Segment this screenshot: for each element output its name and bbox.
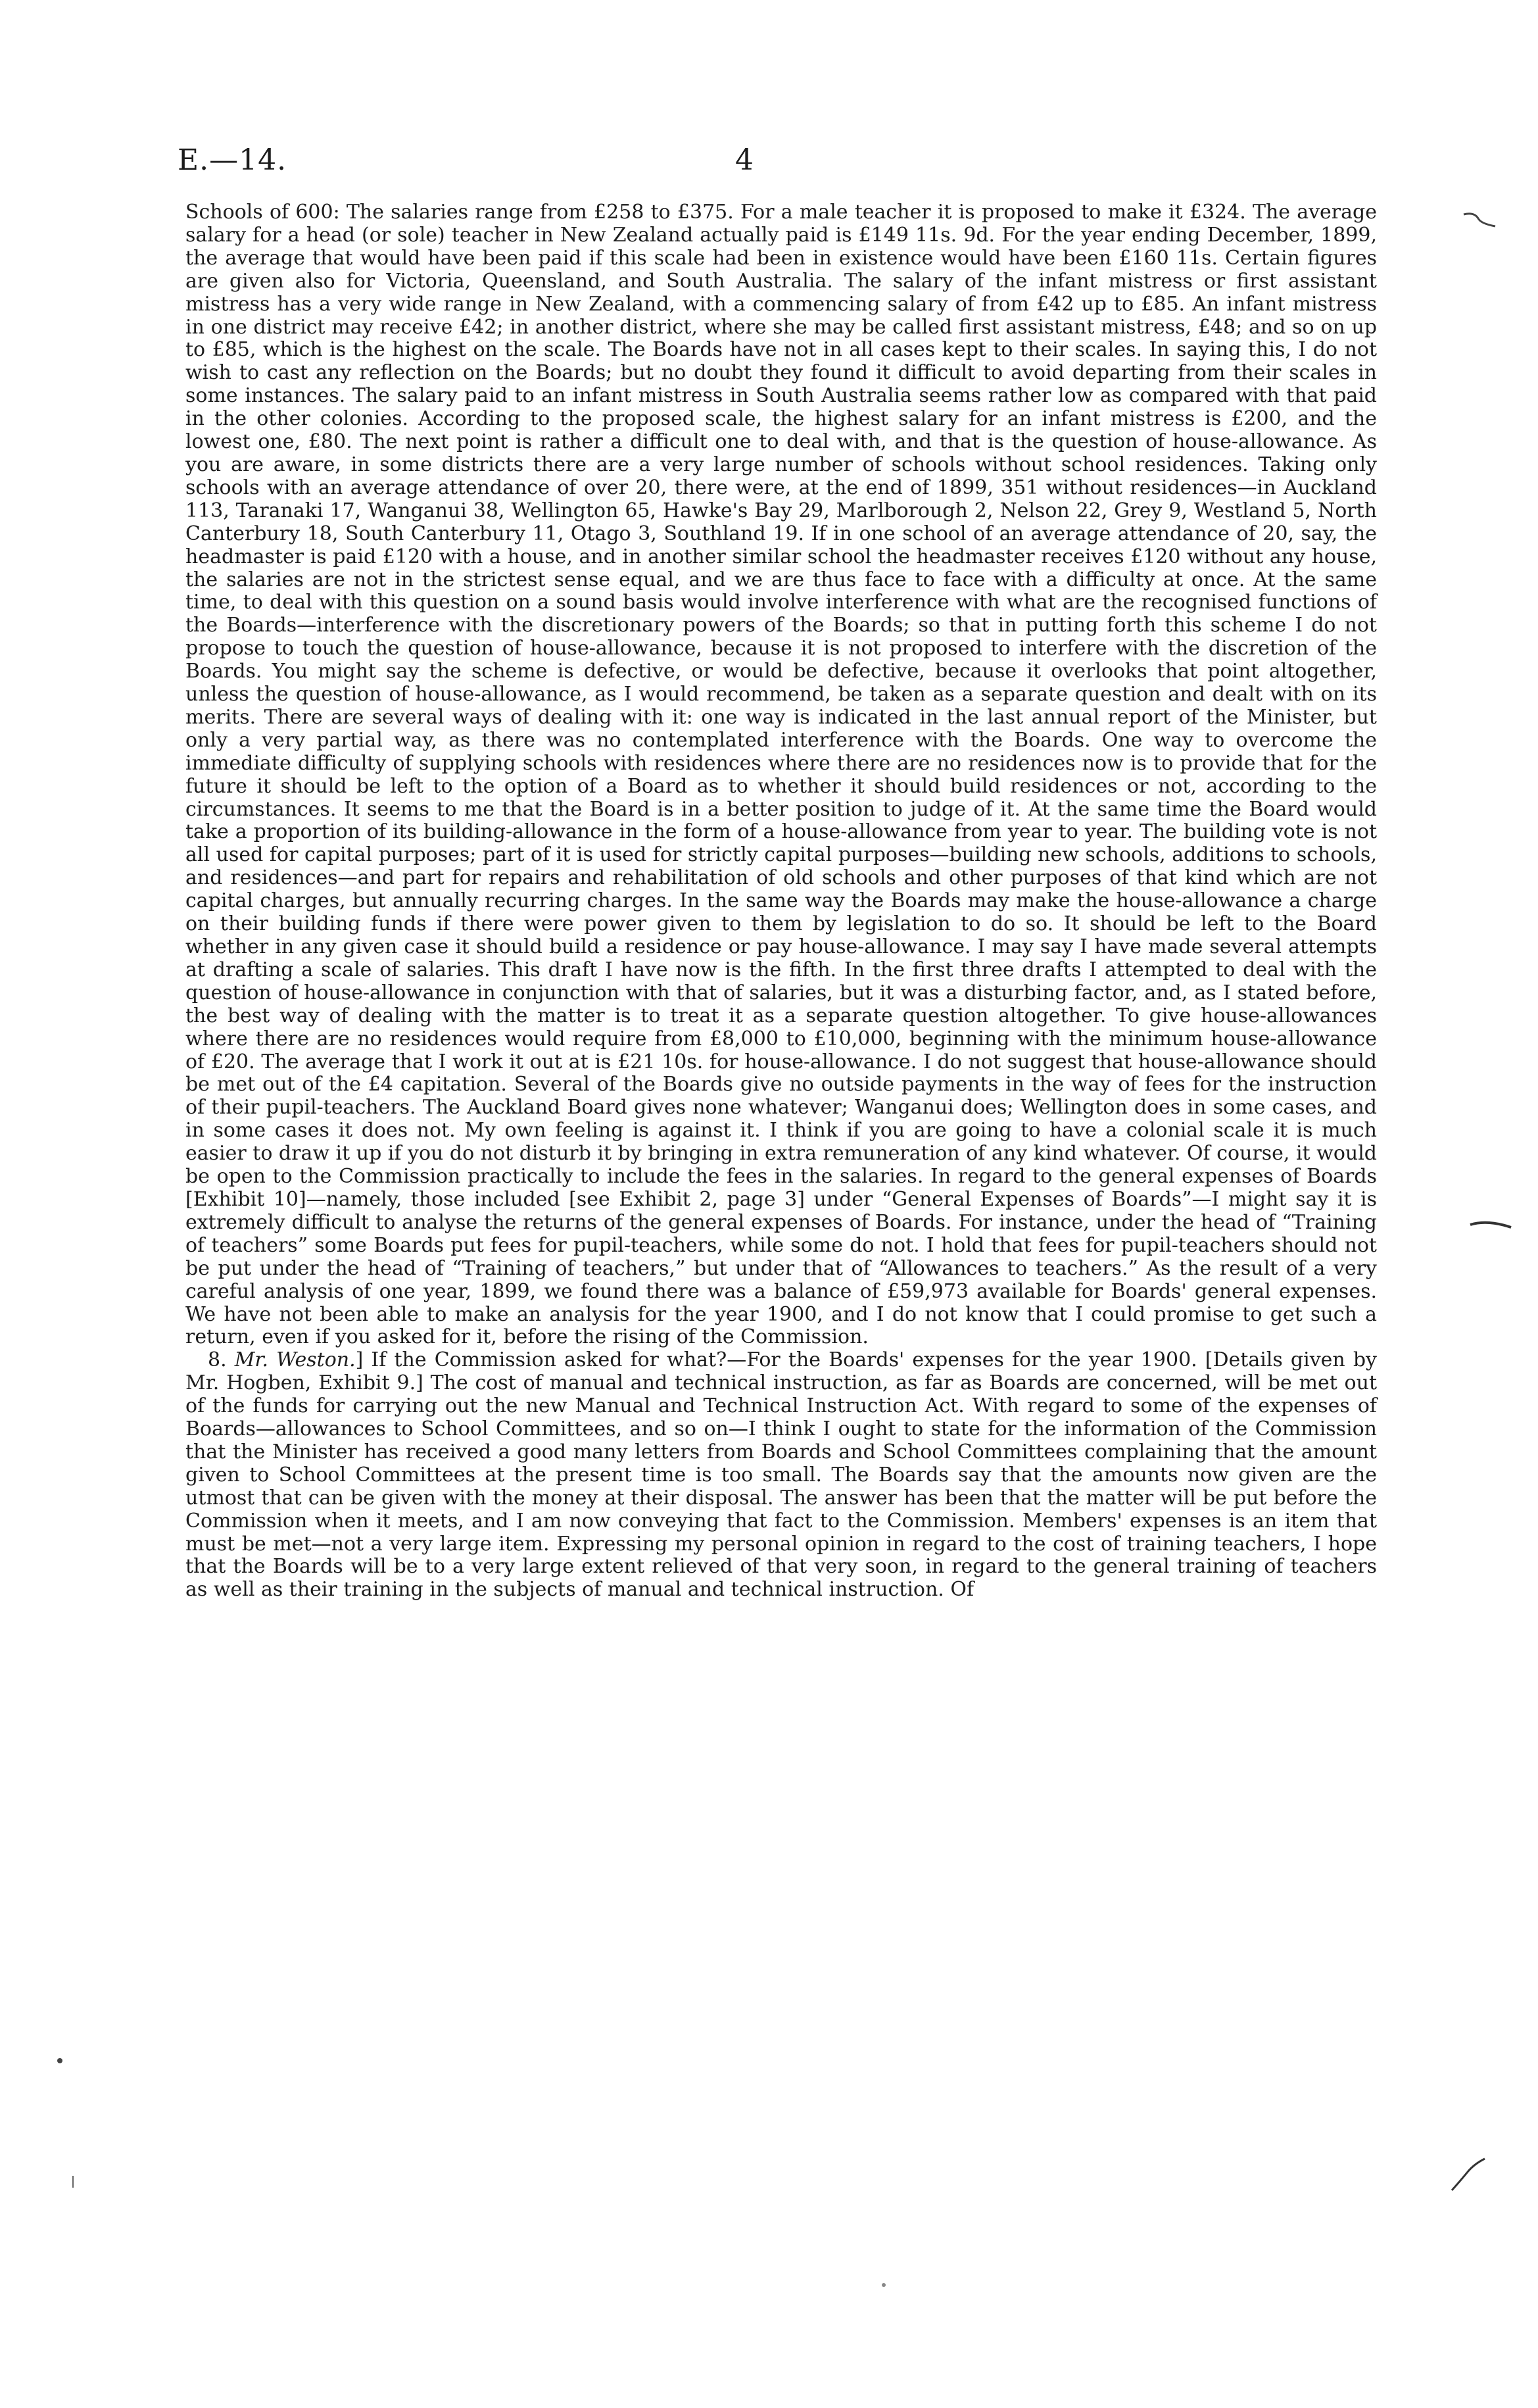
page-reference: E.—14. [178, 143, 287, 177]
paragraph-text: ] If the Commission asked for what?—For the Boards' expenses for the year 1900. [Details given by Mr. Hogben, Exhibit 9.] The cost of manual and technical instruction, as far as Boards are concerned, will be met out of the funds for carrying out the new Manual and Technical Instruction Act. With regard to some of the expenses of Boards—allowances to School Committees, and so on—I think I ought to state for the information of the Commission that the Minister has received a good many letters from Boards and School Committees complaining that the amount given to School Committees at the present time is too small. The Boards say that the amounts now given are the utmost that can be given with the money at their disposal. The answer has been that the matter will be put before the Commission when it meets, and I am now conveying that fact to the Commission. Members' expenses is an item that must be met—not a very large item. Expressing my personal opinion in regard to the cost of training teachers, I hope that the Boards will be to a very large extent relieved of that very soon, in regard to the general training of teachers as well as their training in the subjects of manual and technical instruction. Of [185, 1348, 1377, 1602]
margin-scan-mark [1448, 2155, 1487, 2194]
speaker-name: Mr. Weston. [234, 1348, 356, 1372]
body-paragraph: Schools of 600: The salaries range from £258 to £375. For a male teacher it is proposed to make it £324. The average salary for a head (or sole) teacher in New Zealand actually paid is £149 11s. 9d. For the year ending December, 1899, the average that would have been paid if this scale had been in existence would have been £160 11s. Certain figures are given also for Victoria, Queensland, and South Australia. The salary of the infant mistress or first assistant mistress has a very wide range in New Zealand, with a commencing salary of from £42 up to £85. An infant mistress in one district may receive £42; in another district, where she may be called first assistant mistress, £48; and so on up to £85, which is the highest on the scale. The Boards have not in all cases kept to their scales. In saying this, I do not wish to cast any reflection on the Boards; but no doubt they found it difficult to avoid departing from their scales in some instances. The salary paid to an infant mistress in South Australia seems rather low as compared with that paid in the other colonies. According to the proposed scale, the highest salary for an infant mistress is £200, and the lowest one, £80. The next point is rather a difficult one to deal with, and that is the question of house-allowance. As you are aware, in some districts there are a very large number of schools without school residences. Taking only schools with an average attendance of over 20, there were, at the end of 1899, 351 without residences—in Auckland 113, Taranaki 17, Wanganui 38, Wellington 65, Hawke's Bay 29, Marlborough 2, Nelson 22, Grey 9, Westland 5, North Canterbury 18, South Canterbury 11, Otago 3, Southland 19. If in one school of an average attendance of 20, say, the headmaster is paid £120 with a house, and in another similar school the headmaster receives £120 without any house, the salaries are not in the strictest sense equal, and we are thus face to face with a difficulty at once. At the same time, to deal with this question on a sound basis would involve interference with what are the recognised functions of the Boards—interference with the discretionary powers of the Boards; so that in putting forth this scheme I do not propose to touch the question of house-allowance, because it is not proposed to interfere with the discretion of the Boards. You might say the scheme is defective, or would be defective, because it overlooks that point altogether, unless the question of house-allowance, as I would recommend, be taken as a separate question and dealt with on its merits. There are several ways of dealing with it: one way is indicated in the last annual report of the Minister, but only a very partial way, as there was no contemplated interference with the Boards. One way to overcome the immediate difficulty of supplying schools with residences where there are no residences now is to provide that for the future it should be left to the option of a Board as to whether it should build residences or not, according to the circumstances. It seems to me that the Board is in a better position to judge of it. At the same time the Board would take a proportion of its building-allowance in the form of a house-allowance from year to year. The building vote is not all used for capital purposes; part of it is used for strictly capital purposes—building new schools, additions to schools, and residences—and part for repairs and rehabilitation of old schools and other purposes of that kind which are not capital charges, but annually recurring charges. In the same way the Boards may make the house-allowance a charge on their building funds if there were power given to them by legislation to do so. It should be left to the Board whether in any given case it should build a residence or pay house-allowance. I may say I have made several attempts at drafting a scale of salaries. This draft I have now is the fifth. In the first three drafts I attempted to deal with the question of house-allowance in conjunction with that of salaries, but it was a disturbing factor, and, as I stated before, the best way of dealing with the matter is to treat it as a separate question altogether. To give house-allowances where there are no residences would require from £8,000 to £10,000, beginning with the minimum house-allowance of £20. The average that I work it out at is £21 10s. for house-allowance. I do not suggest that house-allowance should be met out of the £4 capitation. Several of the Boards give no outside payments in the way of fees for the instruction of their pupil-teachers. The Auckland Board gives none whatever; Wanganui does; Wellington does in some cases, and in some cases it does not. My own feeling is against it. I think if you are going to have a colonial scale it is much easier to draw it up if you do not disturb it by bringing in extra remuneration of any kind whatever. Of course, it would be open to the Commission practically to include the fees in the salaries. In regard to the general expenses of Boards [Exhibit 10]—namely, those included [see Exhibit 2, page 3] under “General Expenses of Boards”—I might say it is extremely difficult to analyse the returns of the general expenses of Boards. For instance, under the head of “Training of teachers” some Boards put fees for pupil-teachers, while some do not. I hold that fees for pupil-teachers should not be put under the head of “Training of teachers,” but under that of “Allowances to teachers.” As the result of a very careful analysis of one year, 1899, we found there was a balance of £59,973 available for Boards' general expenses. We have not been able to make an analysis for the year 1900, and I do not know that I could promise to get such a return, even if you asked for it, before the rising of the Commission. [185, 201, 1377, 1349]
margin-scan-mark [55, 2056, 64, 2065]
margin-scan-mark [1468, 1216, 1514, 1235]
margin-scan-mark [1461, 209, 1501, 235]
margin-scan-mark [880, 2281, 888, 2289]
text-body [185, 201, 1377, 1602]
paragraph-number: 8. [208, 1348, 227, 1372]
margin-scan-mark [68, 2175, 78, 2189]
body-paragraph [185, 1349, 1377, 1602]
page-number: 4 [735, 143, 754, 177]
